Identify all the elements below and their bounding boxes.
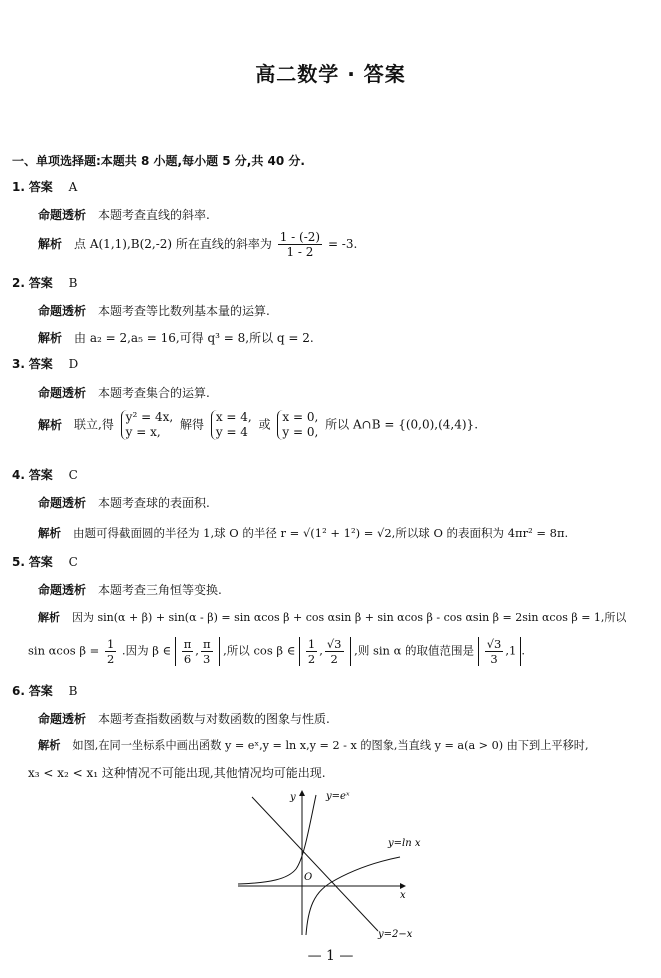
x-axis-label: x — [400, 890, 406, 901]
q5-l2-d: ,则 sin α 的取值范围是 — [354, 643, 475, 658]
q5-pi3 — [201, 637, 213, 666]
q1-frac-num: 1 - (-2) — [279, 230, 321, 244]
q4-intent — [38, 494, 210, 511]
section-header: 一、单项选择题:本题共 8 小题,每小题 5 分,共 40 分. — [12, 154, 305, 168]
q5-beta-interval: $\frac{\pi}{6}$ , $\frac{\pi}{3}$ — [175, 637, 220, 666]
q2-intent-label: 命题透析 — [38, 304, 87, 318]
q5-cos-lo — [306, 637, 317, 666]
q6-intent-label: 命题透析 — [38, 712, 87, 726]
q5-analysis-line2 — [28, 637, 525, 666]
q3-sys2-eq1: x = 4, — [215, 410, 252, 424]
q2-analysis — [38, 329, 314, 346]
q2-answer-value: B — [68, 276, 78, 290]
q3-sys1-eq1: y² = 4x, — [125, 410, 174, 424]
q5-intent-text: 本题考查三角恒等变换. — [98, 583, 222, 597]
q6-analysis-text1: 如图,在同一坐标系中画出函数 y = eˣ,y = ln x,y = 2 - x 的图象,当直线 y = a(a > 0) 由下到上平移时, — [72, 739, 589, 752]
q3-sys2-eq2: y = 4 — [215, 425, 248, 439]
q1-number: 1. — [12, 180, 25, 194]
q3-analysis-label: 解析 — [38, 417, 63, 432]
q5-l2-e: . — [521, 643, 525, 658]
function-graph — [230, 783, 430, 943]
q3-system-1 — [121, 410, 174, 440]
q5-cos-hi-den: 2 — [330, 652, 338, 666]
q5-half-den: 2 — [106, 652, 115, 666]
q4-intent-label: 命题透析 — [38, 496, 87, 510]
q5-analysis-line1 — [38, 609, 626, 625]
line-2-minus-x — [252, 797, 378, 931]
q5-pi6-den: 6 — [183, 652, 192, 666]
q6-analysis-line2: x₃ < x₂ < x₁ 这种情况不可能出现,其他情况均可能出现. — [28, 766, 326, 780]
q2-analysis-label: 解析 — [38, 331, 63, 345]
q5-answer-line — [12, 553, 78, 570]
q5-cos-hi — [325, 637, 344, 666]
q2-answer-label: 答案 — [28, 276, 53, 290]
q3-intent-label: 命题透析 — [38, 386, 87, 400]
q1-analysis — [38, 230, 357, 259]
q1-frac-den: 1 - 2 — [286, 245, 314, 259]
q4-analysis — [38, 525, 568, 541]
q6-answer-label: 答案 — [28, 684, 53, 698]
q1-analysis-pre: 点 A(1,1),B(2,-2) 所在直线的斜率为 — [74, 237, 272, 251]
q3-intent-text: 本题考查集合的运算. — [98, 386, 210, 400]
q1-intent-label: 命题透析 — [38, 208, 87, 222]
q3-answer-label: 答案 — [28, 357, 53, 371]
q1-analysis-post: = -3. — [327, 237, 358, 251]
q6-analysis-line1 — [38, 737, 589, 753]
q3-sys1-eq2: y = x, — [125, 425, 161, 439]
q6-number: 6. — [12, 684, 25, 698]
q5-half-fraction — [105, 637, 116, 666]
q5-sin-hi: 1 — [509, 643, 517, 658]
y-axis-label: y — [290, 792, 296, 803]
q6-intent-text: 本题考查指数函数与对数函数的图象与性质. — [98, 712, 330, 726]
q5-cos-lo-num: 1 — [307, 637, 316, 651]
q3-number: 3. — [12, 357, 25, 371]
q6-answer-value: B — [68, 684, 78, 698]
q5-sin-lo-num: √3 — [486, 637, 502, 651]
q4-number: 4. — [12, 468, 25, 482]
q5-pi6-num: π — [183, 637, 192, 651]
q4-answer-line — [12, 466, 78, 483]
q3-sys3-eq1: x = 0, — [282, 410, 319, 424]
q6-intent — [38, 710, 330, 727]
q5-sin-lo — [485, 637, 504, 666]
q1-answer-label: 答案 — [28, 180, 53, 194]
origin-label: O — [304, 872, 313, 883]
q5-analysis-text1: 因为 sin(α + β) + sin(α - β) = sin αcos β + cos αsin β + sin αcos β - cos αsin β = 2sin αcos β = 1,所以 — [72, 611, 627, 624]
q1-slope-fraction — [278, 230, 322, 259]
q5-sin-lo-den: 3 — [490, 652, 498, 666]
q3-sys3-eq2: y = 0, — [282, 425, 319, 439]
q5-half-num: 1 — [106, 637, 115, 651]
q2-analysis-text: 由 a₂ = 2,a₅ = 16,可得 q³ = 8,所以 q = 2. — [74, 331, 314, 345]
q5-pi3-den: 3 — [203, 652, 211, 666]
q4-intent-text: 本题考查球的表面积. — [98, 496, 210, 510]
q3-system-3 — [277, 410, 318, 440]
q5-pi3-num: π — [202, 637, 211, 651]
q5-intent — [38, 581, 222, 598]
q5-analysis-label: 解析 — [38, 611, 60, 624]
q1-intent-text: 本题考查直线的斜率. — [98, 208, 210, 222]
q3-analysis-pre: 联立,得 — [74, 417, 114, 432]
q5-cos-lo-den: 2 — [307, 652, 316, 666]
q3-analysis-post: 所以 A∩B = {(0,0),(4,4)}. — [325, 417, 479, 432]
q5-pi6 — [182, 637, 194, 666]
q1-answer-value: A — [68, 180, 78, 194]
q6-analysis-label: 解析 — [38, 739, 61, 752]
q3-intent — [38, 384, 210, 401]
q3-answer-value: D — [68, 357, 79, 371]
q5-l2-a: sin αcos β = — [28, 643, 100, 658]
q5-answer-label: 答案 — [28, 555, 53, 569]
q3-answer-line — [12, 355, 78, 372]
q1-intent — [38, 206, 210, 223]
line-label: y=2−x — [378, 929, 413, 940]
q4-analysis-label: 解析 — [38, 526, 61, 540]
page-number: — 1 — — [307, 948, 354, 964]
q4-answer-value: C — [68, 468, 78, 482]
q2-number: 2. — [12, 276, 25, 290]
q5-sin-interval: $\frac{√3}{3}$ ,1 — [478, 637, 522, 666]
exp-curve — [238, 795, 316, 884]
q5-l2-b: .因为 β ∈ — [121, 643, 172, 658]
q2-intent — [38, 302, 270, 319]
q5-intent-label: 命题透析 — [38, 583, 87, 597]
q5-cos-hi-num: √3 — [326, 637, 342, 651]
q5-answer-value: C — [68, 555, 78, 569]
q2-answer-line — [12, 274, 77, 291]
q3-system-2 — [211, 410, 252, 440]
ln-label: y=ln x — [388, 838, 421, 849]
q1-answer-line — [12, 178, 77, 195]
q2-intent-text: 本题考查等比数列基本量的运算. — [98, 304, 270, 318]
exp-label: y=eˣ — [326, 791, 350, 802]
q6-answer-line — [12, 682, 77, 699]
q5-cos-interval: $\frac{1}{2}$ , $\frac{√3}{2}$ — [299, 637, 351, 666]
q1-analysis-label: 解析 — [38, 237, 63, 251]
q4-analysis-text: 由题可得截面圆的半径为 1,球 O 的半径 r = √(1² + 1²) = √2,所以球 O 的表面积为 4πr² = 8π. — [73, 526, 569, 540]
page-title: 高二数学 · 答案 — [255, 62, 406, 86]
q3-mid1: 解得 — [180, 417, 205, 432]
q5-number: 5. — [12, 555, 25, 569]
q3-analysis — [38, 410, 478, 440]
q4-answer-label: 答案 — [28, 468, 53, 482]
q5-l2-c: ,所以 cos β ∈ — [223, 643, 296, 658]
q3-mid2: 或 — [258, 417, 271, 432]
